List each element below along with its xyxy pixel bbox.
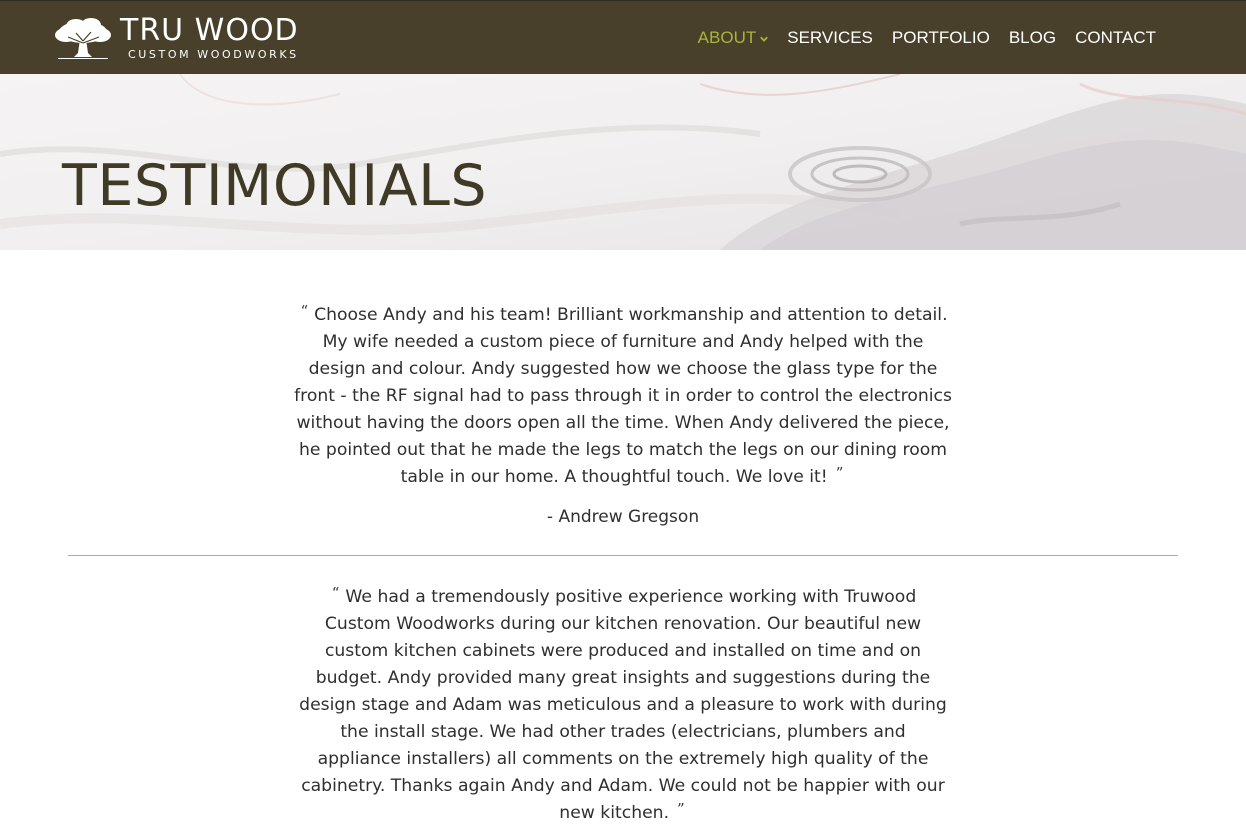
site-header	[0, 0, 1246, 74]
close-quote-mark: ”	[677, 800, 685, 818]
nav-contact[interactable]: CONTACT	[1075, 28, 1156, 47]
logo-text	[120, 12, 299, 61]
page-banner	[0, 74, 1246, 250]
close-quote-mark: ”	[835, 464, 844, 482]
oak-tree-icon	[54, 17, 112, 59]
testimonial	[293, 250, 953, 527]
testimonial-author: - Andrew Gregson	[546, 507, 700, 527]
main-nav	[698, 25, 1156, 51]
chevron-down-icon	[760, 35, 768, 43]
testimonials-list	[0, 250, 1246, 827]
testimonial-text: We had a tremendously positive experience working with Truwood Custom Woodworks during our kitchen renovation. Our beautiful new custom kitchen cabinets were produced and installed on time and on budget. Andy provided many great insights and suggestions during the design stage and Adam was meticulous and a pleasure to work with during the install stage. We had other trades (electricians, plumbers and appliance installers) all comments on the extremely high quality of the cabinetry. Thanks again Andy and Adam. We could not be happier with our new kitchen.	[299, 587, 947, 823]
open-quote-mark: “	[300, 302, 309, 320]
open-quote-mark: “	[331, 584, 340, 602]
page-title: TESTIMONIALS	[62, 153, 488, 219]
logo[interactable]	[54, 12, 324, 61]
nav-blog[interactable]: BLOG	[1008, 28, 1057, 47]
testimonial-quote	[293, 302, 953, 491]
logo-sub-text: CUSTOM WOODWORKS	[128, 47, 299, 61]
nav-services[interactable]: SERVICES	[787, 28, 873, 47]
testimonial	[298, 556, 948, 827]
nav-about-label: ABOUT	[697, 28, 757, 47]
nav-portfolio[interactable]: PORTFOLIO	[891, 28, 990, 47]
nav-about[interactable]	[698, 28, 769, 48]
logo-main-text: TRU WOOD	[120, 12, 299, 48]
testimonial-text: Choose Andy and his team! Brilliant workmanship and attention to detail. My wife needed a custom piece of furniture and Andy helped with the design and colour. Andy suggested how we choose the glass type for the front - the RF signal had to pass through it in order to control the electronics without having the doors open all the time. When Andy delivered the piece, he pointed out that he made the legs to match the legs on our dining room table in our home. A thoughtful touch. We love it!	[294, 305, 952, 487]
testimonial-quote	[298, 584, 948, 827]
